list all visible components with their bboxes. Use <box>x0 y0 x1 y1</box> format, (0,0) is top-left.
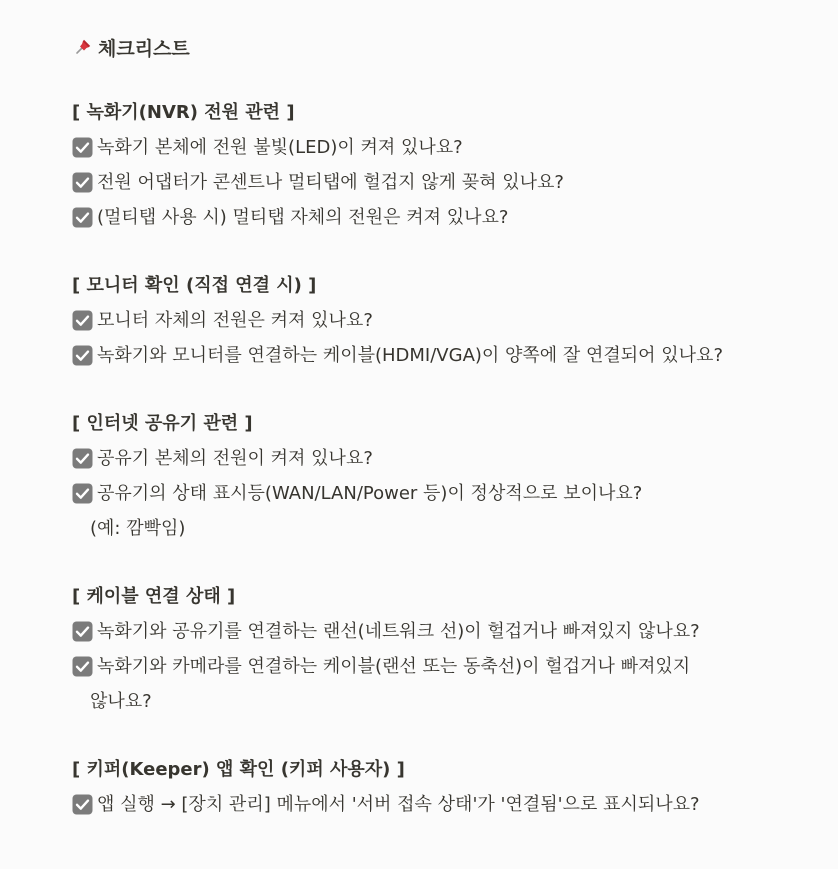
section-title: [ 인터넷 공유기 관련 ] <box>72 413 253 434</box>
section-cable-status <box>72 580 838 719</box>
checklist-item <box>72 165 838 200</box>
section-router <box>72 407 838 546</box>
section-title: [ 키퍼(Keeper) 앱 확인 (키퍼 사용자) ] <box>72 759 405 780</box>
checklist-item <box>72 649 838 684</box>
checkbox-checked-icon[interactable] <box>72 207 93 228</box>
checklist-item <box>72 441 838 476</box>
checkbox-checked-icon[interactable] <box>72 794 93 815</box>
section-monitor-check <box>72 269 838 373</box>
section-title: [ 녹화기(NVR) 전원 관련 ] <box>72 102 295 123</box>
checklist-item <box>72 303 838 338</box>
checklist-item-text: 녹화기와 카메라를 연결하는 케이블(랜선 또는 동축선)이 헐겁거나 빠져있지 <box>97 656 691 677</box>
pushpin-icon <box>72 36 94 58</box>
section-keeper-app <box>72 753 838 822</box>
page-title-text: 체크리스트 <box>98 37 190 60</box>
checklist-item-text: 앱 실행 → [장치 관리] 메뉴에서 '서버 접속 상태'가 '연결됨'으로 표시되나요? <box>97 794 700 815</box>
checkbox-checked-icon[interactable] <box>72 345 93 366</box>
checklist-item <box>72 787 838 822</box>
checklist-item <box>72 130 838 165</box>
checklist-item-text: 녹화기 본체에 전원 불빛(LED)이 켜져 있나요? <box>97 137 463 158</box>
section-title: [ 케이블 연결 상태 ] <box>72 586 236 607</box>
checklist-item-continuation: 않나요? <box>90 691 152 712</box>
checklist-item-text: 녹화기와 공유기를 연결하는 랜선(네트워크 선)이 헐겁거나 빠져있지 않나요? <box>97 621 700 642</box>
checklist-item <box>72 338 838 373</box>
checkbox-checked-icon[interactable] <box>72 483 93 504</box>
checklist-item <box>72 476 838 511</box>
checkbox-checked-icon[interactable] <box>72 310 93 331</box>
section-title: [ 모니터 확인 (직접 연결 시) ] <box>72 275 317 296</box>
checkbox-checked-icon[interactable] <box>72 137 93 158</box>
checkbox-checked-icon[interactable] <box>72 448 93 469</box>
checklist-item-text: 공유기 본체의 전원이 켜져 있나요? <box>97 448 373 469</box>
checklist-item-text: 모니터 자체의 전원은 켜져 있나요? <box>97 310 373 331</box>
checklist-item-text: 전원 어댑터가 콘센트나 멀티탭에 헐겁지 않게 꽂혀 있나요? <box>97 172 564 193</box>
checkbox-checked-icon[interactable] <box>72 656 93 677</box>
checklist-item-text: 녹화기와 모니터를 연결하는 케이블(HDMI/VGA)이 양쪽에 잘 연결되어 있나요? <box>97 345 723 366</box>
checklist-item-text: (멀티탭 사용 시) 멀티탭 자체의 전원은 켜져 있나요? <box>97 207 509 228</box>
checkbox-checked-icon[interactable] <box>72 621 93 642</box>
checklist-item-continuation: (예: 깜빡임) <box>90 518 186 539</box>
checklist-item <box>72 614 838 649</box>
section-nvr-power <box>72 96 838 235</box>
checkbox-checked-icon[interactable] <box>72 172 93 193</box>
page-title <box>72 30 838 64</box>
checklist-item-text: 공유기의 상태 표시등(WAN/LAN/Power 등)이 정상적으로 보이나요? <box>97 483 643 504</box>
checklist-item <box>72 200 838 235</box>
